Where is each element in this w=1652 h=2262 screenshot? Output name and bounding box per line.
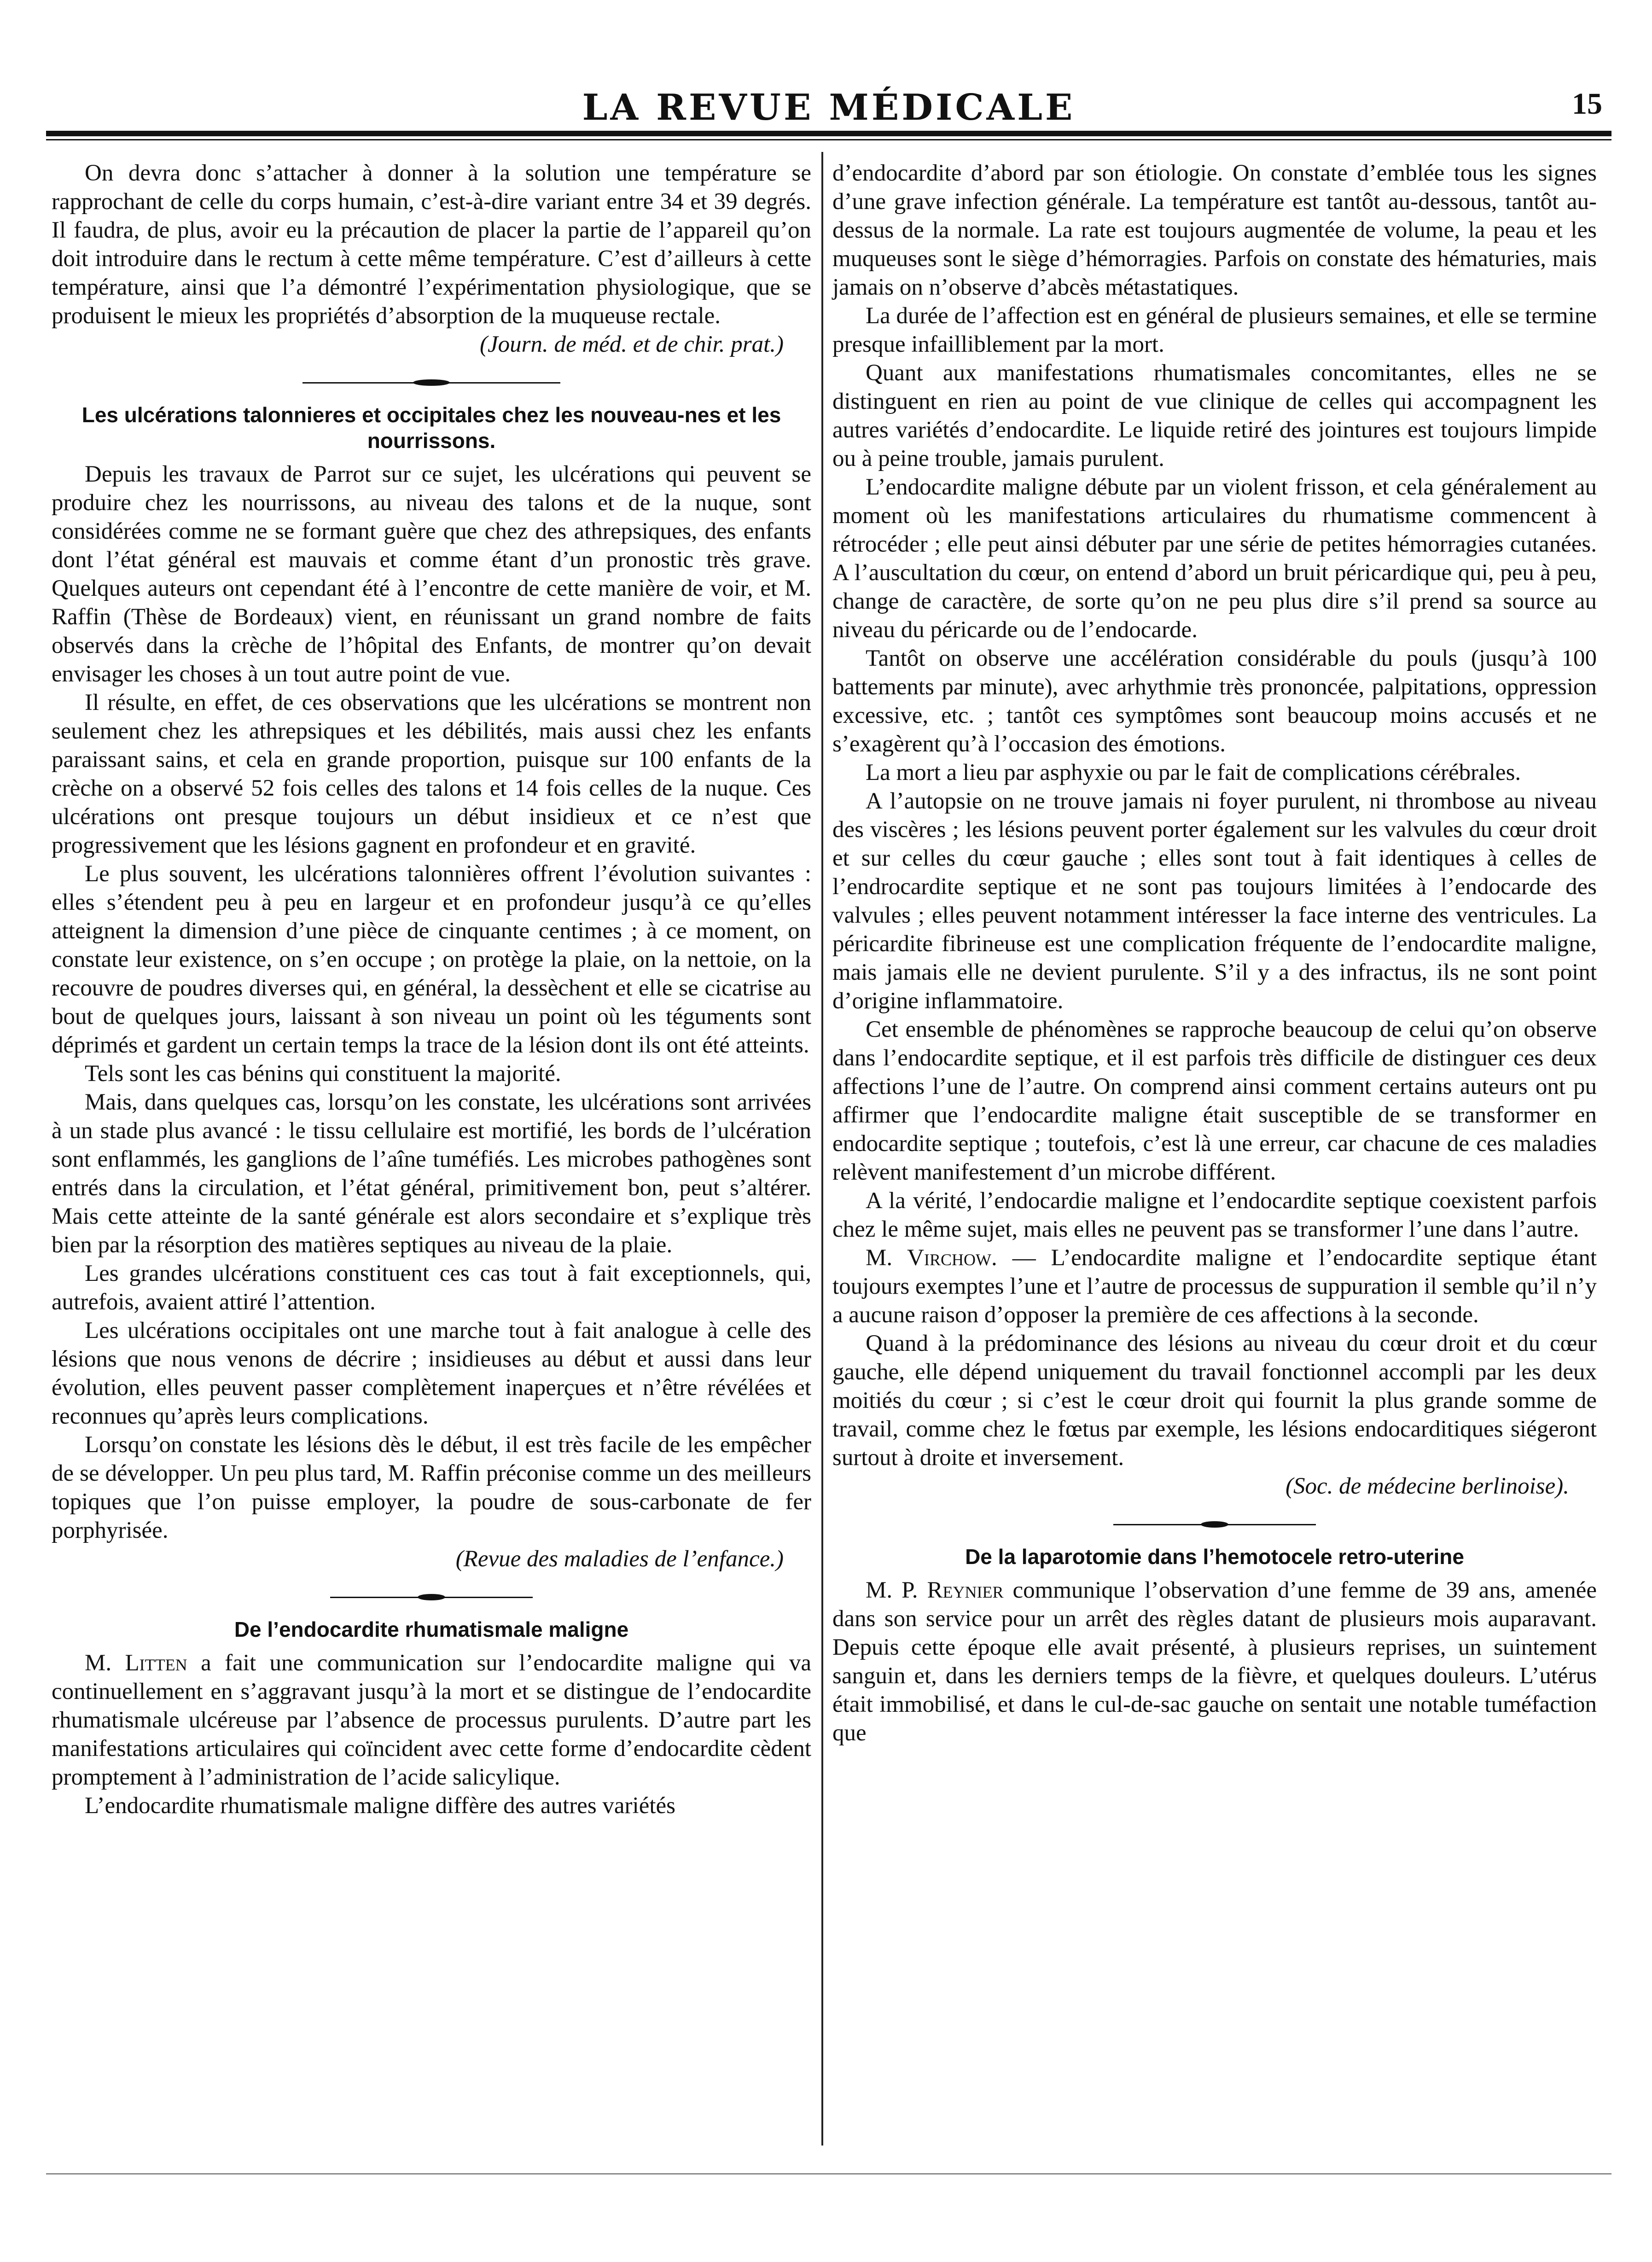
paragraph-text: — L’endocardite maligne et l’endocardite septique étant toujours exemptes l’une et l’autre de processus de suppuration il semble qu’il n’y a aucune raison d’opposer la première de ces affections à la seconde. <box>832 1245 1597 1328</box>
paragraph-text: communique l’observation d’une femme de 39 ans, amenée dans son service pour un arrêt des règles datant de plusieurs mois auparavant. Depuis cette époque elle avait présenté, à plusieurs reprises, un suintement sanguin et, dans les derniers temps de la fièvre, et quelques douleurs. L’utérus était immobilisé, et dans le cul-de-sac gauche on sentait une notable tuméfaction que <box>832 1577 1597 1746</box>
article-paragraph: Lorsqu’on constate les lésions dès le début, il est très facile de les empêcher de se développer. Un peu plus tard, M. Raffin préconise comme un des meilleurs topiques que l’on puisse employer, la poudre de sous-carbonate de fer porphyrisée. <box>52 1432 811 1543</box>
article-paragraph: Il résulte, en effet, de ces observations que les ulcérations se montrent non seulement chez les athrepsiques et les débilités, mais aussi chez les enfants paraissant sains, et cela en grande proportion, puisque sur 100 enfants de la crèche on a observé 52 fois celles des talons et 14 fois celles de la nuque. Ces ulcérations ont presque toujours un début insidieux et ce n’est que progressivement que les lésions gagnent en profondeur et en gravité. <box>52 690 811 858</box>
column-divider <box>821 152 823 2146</box>
page-number: 15 <box>1572 87 1602 121</box>
left-column <box>52 159 811 1820</box>
article-paragraph: Mais, dans quelques cas, lorsqu’on les constate, les ulcérations sont arrivées à un stade plus avancé : le tissu cellulaire est mortifié, les bords de l’ulcération sont enflammés, les ganglions de l’aîne tuméfiés. Les microbes pathogènes sont entrés dans la circulation, et l’état général, primitivement bon, peut s’altérer. Mais cette atteinte de la santé générale est alors secondaire et s’explique très bien par la résorption des matières septiques au niveau de la plaie. <box>52 1089 811 1258</box>
article-paragraph: L’endocardite maligne débute par un violent frisson, et cela généralement au moment où les manifestations articulaires du rhumatisme commencent à rétrocéder ; elle peut ainsi débuter par une série de petites hémorragies cutanées. A l’auscultation du cœur, on entend d’abord un bruit péricardique qui, peu à peu, change de caractère, de sorte qu’on ne peu plus dire s’il prend sa source au niveau du péricarde ou de l’endocarde. <box>832 474 1597 643</box>
article-paragraph: La mort a lieu par asphyxie ou par le fait de complications cérébrales. <box>866 760 1521 785</box>
article-source: (Revue des maladies de l’enfance.) <box>455 1546 784 1572</box>
intro-source: (Journ. de méd. et de chir. prat.) <box>479 331 784 357</box>
article-paragraph: Le plus souvent, les ulcérations talonnières offrent l’évolution suivantes : elles s’étendent peu à peu en largeur et en profondeur jusqu’à ce qu’elles atteignent la dimension d’une pièce de cinquante centimes ; à ce moment, on constate leur existence, on s’en occupe ; on protège la plaie, on la nettoie, on la recouvre de poudres diverses qui, en général, la dessèchent et elle se cicatrise au bout de quelques jours, laissant à son niveau un point où les téguments sont déprimés et gardent un certain temps la trace de la lésion dont ils ont été atteints. <box>52 861 811 1058</box>
paragraph-text: a fait une communication sur l’endocardite maligne qui va continuellement en s’aggravant jusqu’à la mort et se distingue de l’endocardite rhumatismale ulcéreuse par l’absence de processus purulents. D’autre part les manifestations articulaires qui coïncident avec cette forme d’endocardite cèdent promptement à l’administration de l’acide salicylique. <box>52 1650 811 1790</box>
article-paragraph: Les ulcérations occipitales ont une marche tout à fait analogue à celle des lésions que nous venons de décrire ; insidieuses au début et aussi dans leur évolution, elles peuvent passer complètement inaperçues et n’être révélées et reconnues qu’après leurs complications. <box>52 1318 811 1429</box>
section-separator <box>302 377 560 388</box>
header-rule-thick <box>46 131 1611 136</box>
section-separator <box>330 1592 533 1603</box>
article-paragraph: L’endocardite rhumatismale maligne diffère des autres variétés <box>85 1793 675 1819</box>
masthead <box>46 87 1611 141</box>
section-separator <box>1113 1519 1316 1530</box>
article-title-endocardite: De l’endocardite rhumatismale maligne <box>234 1617 629 1641</box>
right-column <box>832 159 1597 1747</box>
author-name: M. P. Reynier <box>866 1577 1004 1603</box>
journal-title: LA REVUE MÉDICALE <box>582 87 1076 128</box>
author-name: M. Litten <box>85 1650 187 1676</box>
article-paragraph <box>52 1649 811 1791</box>
article-title-ulcerations: Les ulcérations talonnieres et occipitales chez les nouveau-nes et les nourrissons. <box>81 403 781 453</box>
article-paragraph: A l’autopsie on ne trouve jamais ni foyer purulent, ni thrombose au niveau des viscères ; les lésions peuvent porter également sur les valvules du cœur droit et sur celles du cœur gauche ; elles sont tout à fait identiques à celles de l’endrocardite septique et ne sont pas toujours limitées à l’endocarde des valvules ; elles peuvent notamment intéresser la face interne des ventricules. La péricardite fibrineuse est une complication fréquente de l’endocardite maligne, mais jamais elle ne devient purulente. S’il y a des infractus, ils ne sont point d’origine inflammatoire. <box>832 788 1597 1014</box>
article-source: (Soc. de médecine berlinoise). <box>1285 1473 1569 1499</box>
continuation-paragraph: d’endocardite d’abord par son étiologie. On constate d’emblée tous les signes d’une grave infection générale. La température est tantôt au-dessous, tantôt au-dessus de la normale. La rate est toujours augmentée de volume, la peau et les muqueuses sont le siège d’hémorragies. Parfois on constate des hématuries, mais jamais on n’observe d’abcès métastatiques. <box>832 160 1597 300</box>
article-paragraph: A la vérité, l’endocardie maligne et l’endocardite septique coexistent parfois chez le même sujet, mais elles ne peuvent pas se transformer l’une dans l’autre. <box>832 1188 1597 1242</box>
article-paragraph: Tels sont les cas bénins qui constituent la majorité. <box>85 1061 561 1087</box>
article-paragraph <box>832 1244 1597 1329</box>
intro-paragraph: On devra donc s’attacher à donner à la solution une température se rapprochant de celle du corps humain, c’est-à-dire variant entre 34 et 39 degrés. Il faudra, de plus, avoir eu la précaution de placer la partie de l’appareil qu’on doit introduire dans le rectum à cette même température. C’est d’ailleurs à cette température, ainsi que l’a démontré l’expérimentation physiologique, que se produisent le mieux les propriétés d’absorption de la muqueuse rectale. <box>52 160 811 329</box>
article-paragraph: Quant aux manifestations rhumatismales concomitantes, elles ne se distinguent en rien au point de vue clinique de celles qui accompagnent les autres variétés d’endocardite. Le liquide retiré des jointures est toujours limpide ou à peine trouble, jamais purulent. <box>832 360 1597 471</box>
article-paragraph: Les grandes ulcérations constituent ces cas tout à fait exceptionnels, qui, autrefois, avaient attiré l’attention. <box>52 1261 811 1315</box>
article-paragraph: Quand à la prédominance des lésions au niveau du cœur droit et du cœur gauche, elle dépend uniquement du travail fonctionnel accompli par les deux moitiés du cœur ; si c’est le cœur droit qui fournit la plus grande somme de travail, comme chez le fœtus par exemple, les lésions endocarditiques siégeront surtout à droite et inversement. <box>832 1331 1597 1471</box>
header-rule-thin <box>46 139 1611 140</box>
article-paragraph: La durée de l’affection est en général de plusieurs semaines, et elle se termine presque infailliblement par la mort. <box>832 303 1597 357</box>
article-paragraph: Tantôt on observe une accélération considérable du pouls (jusqu’à 100 battements par minute), avec arhythmie très prononcée, palpitations, oppression excessive, etc. ; tantôt ces symptômes sont beaucoup moins accusés et ne s’exagèrent qu’à l’occasion des émotions. <box>832 645 1597 757</box>
article-paragraph: Depuis les travaux de Parrot sur ce sujet, les ulcérations qui peuvent se produire chez les nourrissons, au niveau des talons et de la nuque, sont considérées comme ne se formant guère que chez des athrepsiques, des enfants dont l’état général est mauvais et comme étant d’un pronostic très grave. Quelques auteurs ont cependant été à l’encontre de cette manière de voir, et M. Raffin (Thèse de Bordeaux) vient, en réunissant un grand nombre de faits observés dans la crèche de l’hôpital des Enfants, de montrer qu’on devait envisager les choses à un tout autre point de vue. <box>52 461 811 687</box>
author-name: M. Virchow. <box>866 1245 997 1271</box>
article-title-laparotomie: De la laparotomie dans l’hemotocele retro-uterine <box>965 1545 1464 1569</box>
article-paragraph: Cet ensemble de phénomènes se rapproche beaucoup de celui qu’on observe dans l’endocardite septique, et il est parfois très difficile de distinguer ces deux affections l’une de l’autre. On comprend ainsi comment certains auteurs ont pu affirmer que l’endocardite maligne était susceptible de se transformer en endocardite septique ; toutefois, c’est là une erreur, car chacune de ces maladies relèvent manifestement d’un microbe différent. <box>832 1017 1597 1185</box>
article-paragraph <box>832 1576 1597 1747</box>
bottom-rule <box>46 2173 1611 2175</box>
